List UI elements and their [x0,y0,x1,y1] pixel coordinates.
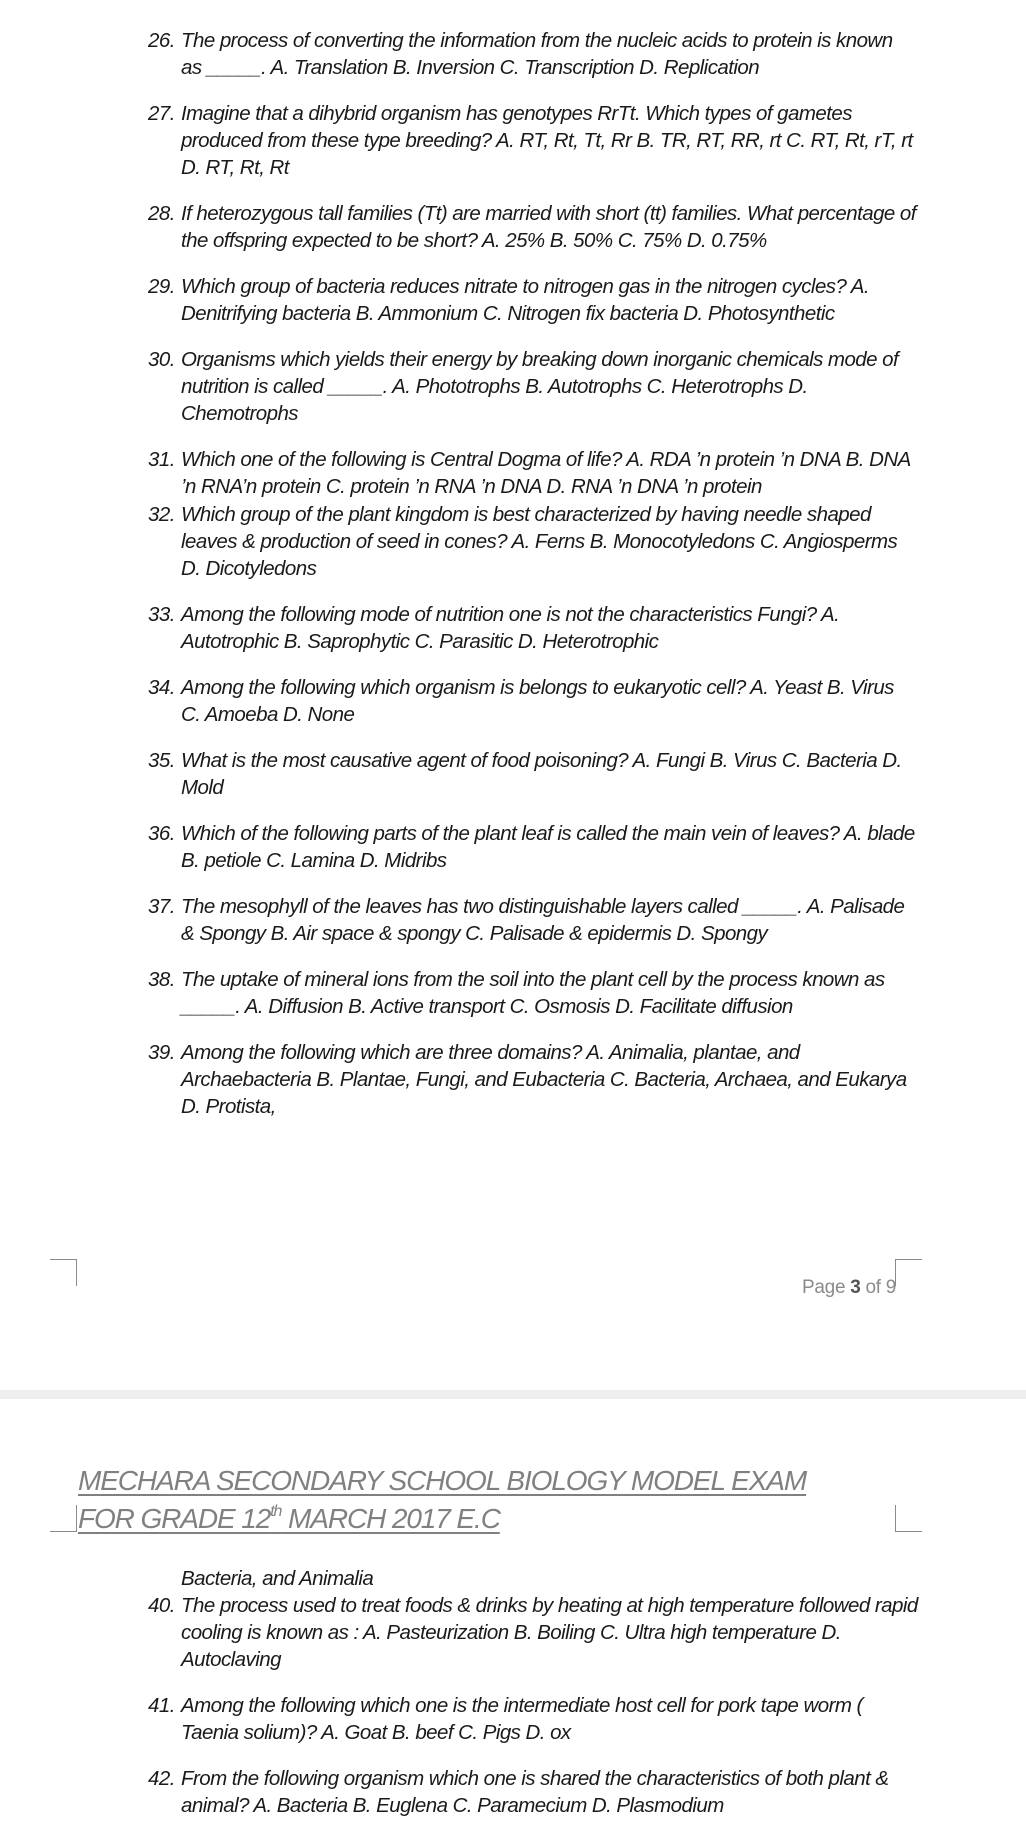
page-separator: of [865,1277,881,1298]
question-number: 26. [148,29,175,52]
question-item [148,1765,918,1819]
question-text: The uptake of mineral ions from the soil into the plant cell by the process known as _____. A. Diffusion B. Active transport C. Osmosis D. Facilitate diffusion [181,968,885,1018]
question-text: Imagine that a dihybrid organism has genotypes RrTt. Which types of gametes produced from these type breeding? A. RT, Rt, Tt, Rr B. TR, RT, RR, rt C. RT, Rt, rT, rt D. RT, Rt, Rt [181,102,913,179]
question-number: 29. [148,275,175,298]
question-item [148,820,918,874]
header-line-2-superscript: th [270,1503,282,1520]
question-number: 27. [148,102,175,125]
question-number: 37. [148,895,175,918]
question-item [148,501,918,582]
crop-mark-top-right [895,1505,922,1532]
question-text: The process of converting the information from the nucleic acids to protein is known as _____. A. Translation B. Inversion C. Transcription D. Replication [181,29,893,79]
current-page: 3 [850,1277,861,1298]
question-number: 33. [148,603,175,626]
question-number: 38. [148,968,175,991]
question-text: What is the most causative agent of food poisoning? A. Fungi B. Virus C. Bacteria D. Mold [181,749,902,799]
question-text: Which group of the plant kingdom is best characterized by having needle shaped leaves & production of seed in cones? A. Ferns B. Monocotyledons C. Angiosperms D. Dicotyledons [181,503,898,580]
question-number: 28. [148,202,175,225]
question-text: Which of the following parts of the plant leaf is called the main vein of leaves? A. blade B. petiole C. Lamina D. Midribs [181,822,915,872]
question-text: Among the following which organism is belongs to eukaryotic cell? A. Yeast B. Virus C. Amoeba D. None [181,676,894,726]
question-number: 32. [148,503,175,526]
question-text: Organisms which yields their energy by breaking down inorganic chemicals mode of nutrition is called _____. A. Phototrophs B. Autotrophs C. Heterotrophs D. Chemotrophs [181,348,899,425]
question-text: From the following organism which one is shared the characteristics of both plant & animal? A. Bacteria B. Euglena C. Paramecium D. Plasmodium [181,1767,889,1817]
question-text: Which one of the following is Central Dogma of life? A. RDA ’n protein ’n DNA B. DNA ’n RNA’n protein C. protein ’n RNA ’n DNA D. RNA ’n DNA ’n protein [181,448,910,498]
question-text: Among the following which one is the intermediate host cell for pork tape worm ( Taenia solium)? A. Goat B. beef C. Pigs D. ox [181,1694,863,1744]
question-list-page-3 [148,27,918,1139]
question-list-page-4 [148,1592,918,1838]
page-label: Page [802,1277,846,1298]
question-number: 36. [148,822,175,845]
crop-mark-top-left [50,1505,77,1532]
question-item [148,1039,918,1120]
question-item [148,966,918,1020]
question-text: Among the following mode of nutrition one is not the characteristics Fungi? A. Autotrophic B. Saprophytic C. Parasitic D. Heterotrophic [181,603,840,653]
question-text: If heterozygous tall families (Tt) are married with short (tt) families. What percentage of the offspring expected to be short? A. 25% B. 50% C. 75% D. 0.75% [181,202,916,252]
question-item [148,747,918,801]
header-line-1: MECHARA SECONDARY SCHOOL BIOLOGY MODEL EXAM [78,1465,807,1496]
question-number: 42. [148,1767,175,1790]
question-number: 34. [148,676,175,699]
question-number: 41. [148,1694,175,1717]
question-number: 39. [148,1041,175,1064]
question-item [148,1592,918,1673]
question-number: 30. [148,348,175,371]
page-number-indicator [802,1277,896,1299]
question-item [148,346,918,427]
question-text: Which group of bacteria reduces nitrate to nitrogen gas in the nitrogen cycles? A. Denitrifying bacteria B. Ammonium C. Nitrogen fix bacteria D. Photosynthetic [181,275,869,325]
crop-mark-bottom-left [50,1259,77,1286]
question-text: Among the following which are three domains? A. Animalia, plantae, and Archaebacteria B. Plantae, Fungi, and Eubacteria C. Bacteria, Archaea, and Eukarya D. Protista, [181,1041,907,1118]
total-pages: 9 [885,1277,896,1298]
question-text: The mesophyll of the leaves has two distinguishable layers called _____. A. Palisade & Spongy B. Air space & spongy C. Palisade & epidermis D. Spongy [181,895,905,945]
question-item [148,1692,918,1746]
question-item [148,446,918,500]
page-separator-gap [0,1390,1026,1399]
question-text: The process used to treat foods & drinks by heating at high temperature followed rapid cooling is known as : A. Pasteurization B. Boiling C. Ultra high temperature D. Autoclaving [181,1594,918,1671]
question-number: 35. [148,749,175,772]
question-number: 40. [148,1594,175,1617]
question-item [148,273,918,327]
question-item [148,601,918,655]
question-item [148,674,918,728]
question-number: 31. [148,448,175,471]
question-item [148,893,918,947]
question-item [148,27,918,81]
question-item [148,200,918,254]
header-line-2-end: MARCH 2017 E.C [281,1503,500,1534]
crop-mark-bottom-right [895,1259,922,1286]
header-line-2-start: FOR GRADE 12 [78,1503,271,1534]
question-39-continuation: Bacteria, and Animalia [181,1567,374,1590]
question-item [148,100,918,181]
exam-header-title [78,1462,878,1538]
